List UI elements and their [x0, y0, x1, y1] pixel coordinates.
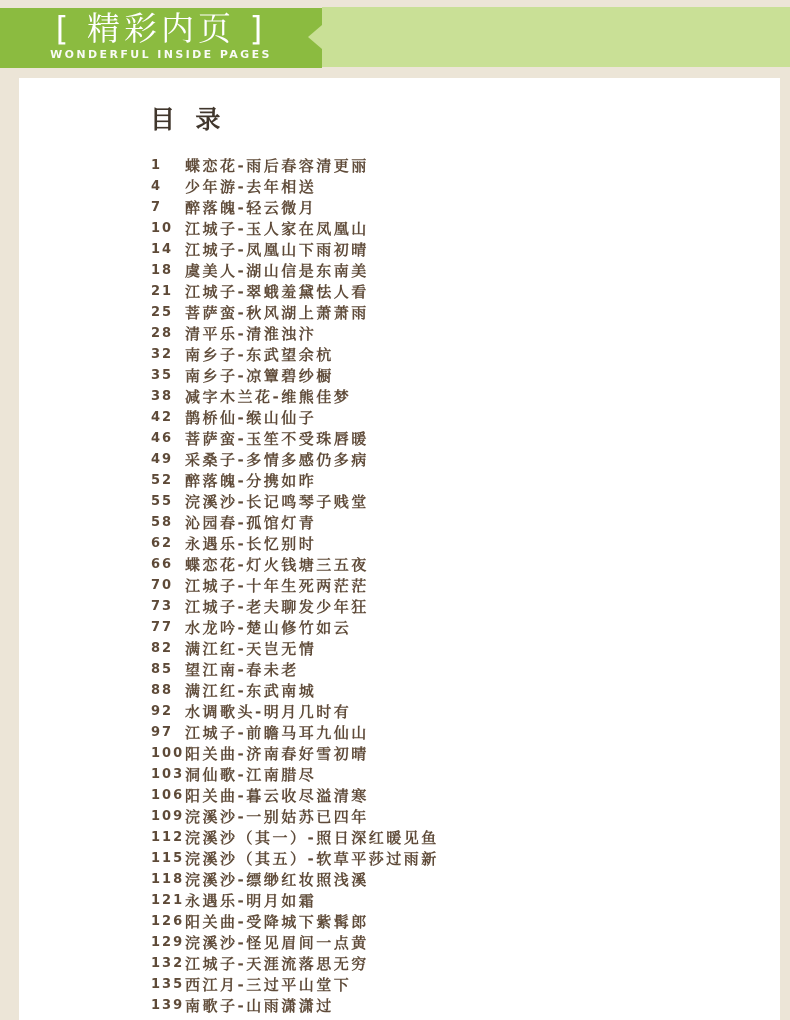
toc-entry-title: 沁园春-孤馆灯青	[185, 514, 317, 532]
toc-row	[151, 302, 439, 323]
toc-entry-title: 江城子-凤凰山下雨初晴	[185, 241, 369, 259]
toc-page-number: 92	[151, 704, 174, 719]
toc-entry-title: 菩萨蛮-秋风湖上萧萧雨	[185, 304, 369, 322]
toc-entry-title: 少年游-去年相送	[185, 178, 317, 196]
toc-entry-title: 南乡子-凉簟碧纱橱	[185, 367, 334, 385]
toc-entry-title: 菩萨蛮-玉笙不受珠唇暖	[185, 430, 369, 448]
toc-entry-title: 南乡子-东武望余杭	[185, 346, 334, 364]
toc-entry-title: 浣溪沙-一别姑苏已四年	[185, 808, 369, 826]
toc-page-number: 112	[151, 830, 185, 845]
toc-page-number: 106	[151, 788, 185, 803]
toc-page-number: 62	[151, 536, 174, 551]
toc-page-number: 46	[151, 431, 174, 446]
toc-entry-title: 浣溪沙（其一）-照日深红暖见鱼	[185, 829, 439, 847]
toc-page-number: 10	[151, 221, 174, 236]
toc-row	[151, 743, 439, 764]
toc-row	[151, 806, 439, 827]
toc-page-number: 49	[151, 452, 174, 467]
toc-page-number: 38	[151, 389, 174, 404]
banner-label-ribbon	[0, 8, 322, 68]
toc-page-number: 129	[151, 935, 185, 950]
toc-entry-title: 醉落魄-分携如昨	[185, 472, 317, 490]
toc-entry-title: 阳关曲-暮云收尽溢清寒	[185, 787, 369, 805]
toc-list	[151, 155, 439, 1016]
toc-row	[151, 407, 439, 428]
toc-row	[151, 575, 439, 596]
toc-page-number: 66	[151, 557, 174, 572]
toc-entry-title: 江城子-翠蛾羞黛怯人看	[185, 283, 369, 301]
toc-entry-title: 阳关曲-济南春好雪初晴	[185, 745, 369, 763]
toc-page-number: 109	[151, 809, 185, 824]
toc-entry-title: 满江红-东武南城	[185, 682, 317, 700]
toc-row	[151, 260, 439, 281]
toc-entry-title: 醉落魄-轻云微月	[185, 199, 317, 217]
toc-entry-title: 减字木兰花-维熊佳梦	[185, 388, 352, 406]
toc-entry-title: 采桑子-多情多感仍多病	[185, 451, 369, 469]
toc-row	[151, 659, 439, 680]
toc-row	[151, 365, 439, 386]
toc-row	[151, 974, 439, 995]
toc-page-number: 18	[151, 263, 174, 278]
toc-entry-title: 蝶恋花-雨后春容清更丽	[185, 157, 369, 175]
toc-row	[151, 470, 439, 491]
toc-entry-title: 虞美人-湖山信是东南美	[185, 262, 369, 280]
toc-page-number: 82	[151, 641, 174, 656]
toc-entry-title: 江城子-老夫聊发少年狂	[185, 598, 369, 616]
toc-page-number: 85	[151, 662, 174, 677]
toc-row	[151, 386, 439, 407]
toc-page-number: 139	[151, 998, 185, 1013]
toc-row	[151, 218, 439, 239]
toc-row	[151, 617, 439, 638]
toc-entry-title: 江城子-前瞻马耳九仙山	[185, 724, 369, 742]
toc-row	[151, 533, 439, 554]
toc-row	[151, 344, 439, 365]
toc-row	[151, 911, 439, 932]
toc-row	[151, 869, 439, 890]
toc-page-number: 4	[151, 179, 163, 194]
toc-entry-title: 洞仙歌-江南腊尽	[185, 766, 317, 784]
toc-page-number: 70	[151, 578, 174, 593]
toc-page-number: 135	[151, 977, 185, 992]
toc-entry-title: 江城子-十年生死两茫茫	[185, 577, 369, 595]
toc-entry-title: 江城子-天涯流落思无穷	[185, 955, 369, 973]
toc-entry-title: 水调歌头-明月几时有	[185, 703, 352, 721]
toc-page-number: 52	[151, 473, 174, 488]
toc-entry-title: 阳关曲-受降城下紫髯郎	[185, 913, 369, 931]
toc-row	[151, 785, 439, 806]
ribbon-notch-arrow	[308, 25, 322, 49]
banner-subtitle: WONDERFUL INSIDE PAGES	[50, 48, 272, 61]
toc-row	[151, 995, 439, 1016]
toc-row	[151, 554, 439, 575]
toc-page-number: 35	[151, 368, 174, 383]
toc-row	[151, 449, 439, 470]
toc-row	[151, 722, 439, 743]
toc-page-number: 25	[151, 305, 174, 320]
toc-page-number: 73	[151, 599, 174, 614]
toc-page-number: 14	[151, 242, 174, 257]
toc-row	[151, 680, 439, 701]
toc-entry-title: 清平乐-清淮浊汴	[185, 325, 317, 343]
toc-page-number: 7	[151, 200, 163, 215]
toc-row	[151, 890, 439, 911]
toc-row	[151, 155, 439, 176]
toc-row	[151, 638, 439, 659]
toc-page-number: 28	[151, 326, 174, 341]
toc-row	[151, 932, 439, 953]
toc-row	[151, 428, 439, 449]
toc-page-number: 115	[151, 851, 185, 866]
toc-entry-title: 鹊桥仙-缑山仙子	[185, 409, 317, 427]
toc-page-number: 126	[151, 914, 185, 929]
toc-page-number: 1	[151, 158, 163, 173]
toc-page-number: 58	[151, 515, 174, 530]
toc-entry-title: 南歌子-山雨潇潇过	[185, 997, 334, 1015]
toc-page-number: 21	[151, 284, 174, 299]
toc-entry-title: 浣溪沙-怪见眉间一点黄	[185, 934, 369, 952]
toc-page-number: 42	[151, 410, 174, 425]
toc-page-number: 103	[151, 767, 185, 782]
banner-title: [ 精彩内页 ]	[55, 9, 267, 48]
toc-page-number: 132	[151, 956, 185, 971]
toc-row	[151, 512, 439, 533]
toc-page-number: 118	[151, 872, 185, 887]
toc-entry-title: 西江月-三过平山堂下	[185, 976, 352, 994]
toc-row	[151, 596, 439, 617]
toc-page-number: 32	[151, 347, 174, 362]
content-page	[19, 78, 780, 1020]
toc-row	[151, 239, 439, 260]
toc-entry-title: 望江南-春未老	[185, 661, 299, 679]
toc-entry-title: 蝶恋花-灯火钱塘三五夜	[185, 556, 369, 574]
toc-row	[151, 953, 439, 974]
toc-entry-title: 永遇乐-长忆别时	[185, 535, 317, 553]
banner-ribbon-extension	[322, 7, 790, 67]
toc-entry-title: 水龙吟-楚山修竹如云	[185, 619, 352, 637]
toc-page-number: 121	[151, 893, 185, 908]
toc-entry-title: 永遇乐-明月如霜	[185, 892, 317, 910]
toc-page-number: 100	[151, 746, 185, 761]
toc-page-number: 55	[151, 494, 174, 509]
toc-row	[151, 764, 439, 785]
toc-entry-title: 浣溪沙-长记鸣琴子贱堂	[185, 493, 369, 511]
toc-page-number: 88	[151, 683, 174, 698]
toc-row	[151, 491, 439, 512]
toc-row	[151, 323, 439, 344]
toc-entry-title: 江城子-玉人家在凤凰山	[185, 220, 369, 238]
toc-page-number: 77	[151, 620, 174, 635]
toc-row	[151, 701, 439, 722]
toc-row	[151, 176, 439, 197]
toc-entry-title: 浣溪沙-缥缈红妆照浅溪	[185, 871, 369, 889]
toc-row	[151, 281, 439, 302]
toc-entry-title: 浣溪沙（其五）-软草平莎过雨新	[185, 850, 439, 868]
toc-row	[151, 827, 439, 848]
toc-row	[151, 197, 439, 218]
toc-page-number: 97	[151, 725, 174, 740]
toc-row	[151, 848, 439, 869]
toc-entry-title: 满江红-天岂无情	[185, 640, 317, 658]
toc-heading: 目 录	[150, 105, 222, 134]
